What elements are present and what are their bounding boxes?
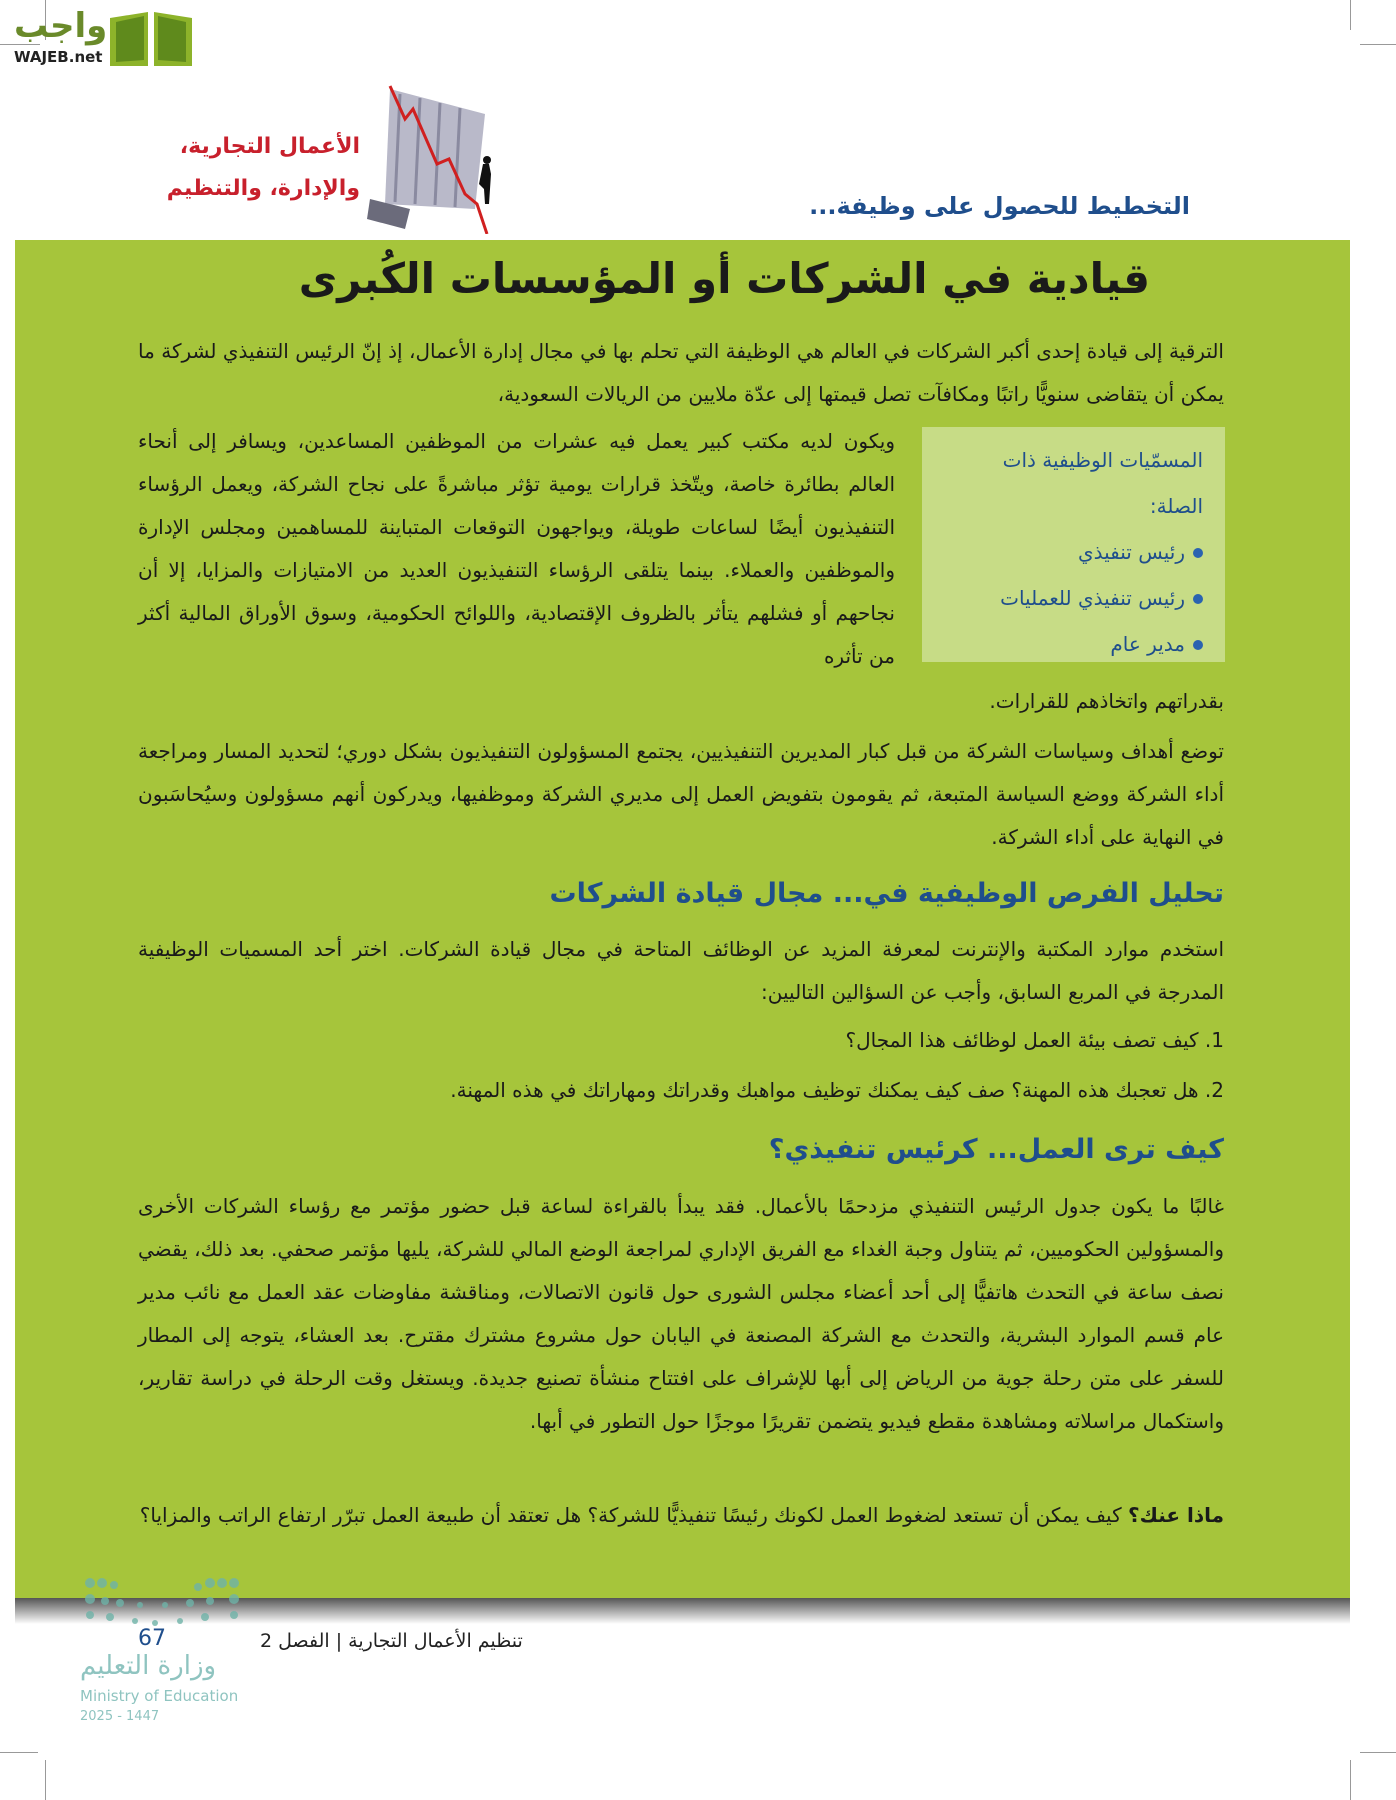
ministry-english: Ministry of Education (80, 1687, 239, 1705)
footer-chapter: تنظيم الأعمال التجارية | الفصل 2 (260, 1630, 523, 1652)
logo-arabic: واجب (14, 6, 108, 46)
analysis-heading: تحليل الفرص الوظيفية في... مجال قيادة الشركات (549, 878, 1224, 909)
crop-mark (1350, 0, 1351, 30)
crop-mark (0, 1752, 38, 1753)
book-icon (108, 8, 194, 68)
page-number: 67 (138, 1626, 166, 1651)
question-1: 1. كيف تصف بيئة العمل لوظائف هذا المجال؟ (845, 1028, 1224, 1052)
crop-mark (1360, 44, 1396, 45)
analysis-paragraph: استخدم موارد المكتبة والإنترنت لمعرفة المزيد عن الوظائف المتاحة في مجال قيادة الشركات. اختر أحد المسميات الوظيفية المدرجة في المربع السابق، وأجب عن السؤالين التاليين: (138, 937, 1224, 1004)
section-label: التخطيط للحصول على وظيفة... (809, 192, 1190, 220)
view-heading: كيف ترى العمل... كرئيس تنفيذي؟ (768, 1134, 1224, 1165)
logo-english: WAJEB.net (14, 48, 103, 66)
ministry-arabic: وزارة التعليم (80, 1651, 217, 1681)
ministry-year: 2025 - 1447 (80, 1709, 160, 1724)
wajeb-logo[interactable] (8, 6, 193, 68)
related-titles-heading: المسمّيات الوظيفية ذات الصلة: (1002, 448, 1203, 518)
crop-mark (45, 1760, 46, 1800)
intro-continued-paragraph: ويكون لديه مكتب كبير يعمل فيه عشرات من الموظفين المساعدين، ويسافر إلى أنحاء العالم بطائرة خاصة، ويتّخذ قرارات يومية تؤثر مباشرةً على نجاح الشركة، ويعمل الرؤساء التنفيذيون أيضًا لساعات طويلة، ويواجهون التوقعات المتباينة للمساهمين ومجلس الإدارة والموظفين والعملاء. بينما يتلقى الرؤساء التنفيذيون العديد من الامتيازات والمزايا، إلا أن نجاحهم أو فشلهم يتأثر بالظروف الإقتصادية، واللوائح الحكومية، وسوق الأوراق المالية أكثر من تأثره (138, 429, 895, 668)
related-titles-box (922, 427, 1225, 662)
unit-title (130, 126, 360, 210)
related-title-item: مدير عام (944, 621, 1203, 667)
unit-title-line: والإدارة، والتنظيم (166, 176, 360, 201)
about-you-paragraph (138, 1494, 1224, 1537)
about-you-label: ماذا عنك؟ (1127, 1503, 1224, 1527)
unit-title-line: الأعمال التجارية، (179, 134, 360, 159)
intro-ending: بقدراتهم واتخاذهم للقرارات. (989, 689, 1224, 713)
question-2: 2. هل تعجبك هذه المهنة؟ صف كيف يمكنك توظيف مواهبك وقدراتك ومهاراتك في هذه المهنة. (450, 1078, 1224, 1102)
crop-mark (1350, 1760, 1351, 1800)
declining-chart-illustration (365, 84, 530, 234)
related-title-item: رئيس تنفيذي للعمليات (944, 575, 1203, 621)
policy-paragraph: توضع أهداف وسياسات الشركة من قبل كبار المديرين التنفيذيين، يجتمع المسؤولون التنفيذيون بشكل دوري؛ لتحديد المسار ومراجعة أداء الشركة ووضع السياسة المتبعة، ثم يقومون بتفويض العمل إلى مديري الشركة وموظفيها، ويدركون أنهم مسؤولون وسيُحاسَبون في النهاية على أداء الشركة. (138, 739, 1224, 849)
about-you-text: كيف يمكن أن تستعد لضغوط العمل لكونك رئيسًا تنفيذيًّا للشركة؟ هل تعتقد أن طبيعة العمل تبرّر ارتفاع الراتب والمزايا؟ (139, 1503, 1128, 1527)
related-title-item: رئيس تنفيذي (944, 529, 1203, 575)
intro-paragraph: الترقية إلى قيادة إحدى أكبر الشركات في العالم هي الوظيفة التي تحلم بها في مجال إدارة الأعمال، إذ إنّ الرئيس التنفيذي لشركة ما يمكن أن يتقاضى سنويًّا راتبًا ومكافآت تصل قيمتها إلى عدّة ملايين من الريالات السعودية، (138, 339, 1224, 406)
view-paragraph: غالبًا ما يكون جدول الرئيس التنفيذي مزدحمًا بالأعمال. فقد يبدأ بالقراءة لساعة قبل حضور مؤتمر مع رؤساء الشركات الأخرى والمسؤولين الحكوميين، ثم يتناول وجبة الغداء مع الفريق الإداري لمراجعة الوضع المالي للشركة، يليها مؤتمر صحفي. بعد ذلك، يقضي نصف ساعة في التحدث هاتفيًّا إلى أحد أعضاء مجلس الشورى حول قانون الاتصالات، ومناقشة مفاوضات عقد العمل مع نائب مدير عام قسم الموارد البشرية، والتحدث مع الشركة المصنعة في اليابان حول مشروع مشترك مقترح. بعد العشاء، يتوجه إلى المطار للسفر على متن رحلة جوية من الرياض إلى أبها للإشراف على افتتاح منشأة تصنيع جديدة. ويستغل وقت الرحلة في دراسة تقارير، واستكمال مراسلاته ومشاهدة مقطع فيديو يتضمن تقريرًا موجزًا حول التطور في أبها. (138, 1194, 1224, 1433)
crop-mark (1360, 1752, 1396, 1753)
page-title: قيادية في الشركات أو المؤسسات الكُبرى (298, 254, 1150, 303)
